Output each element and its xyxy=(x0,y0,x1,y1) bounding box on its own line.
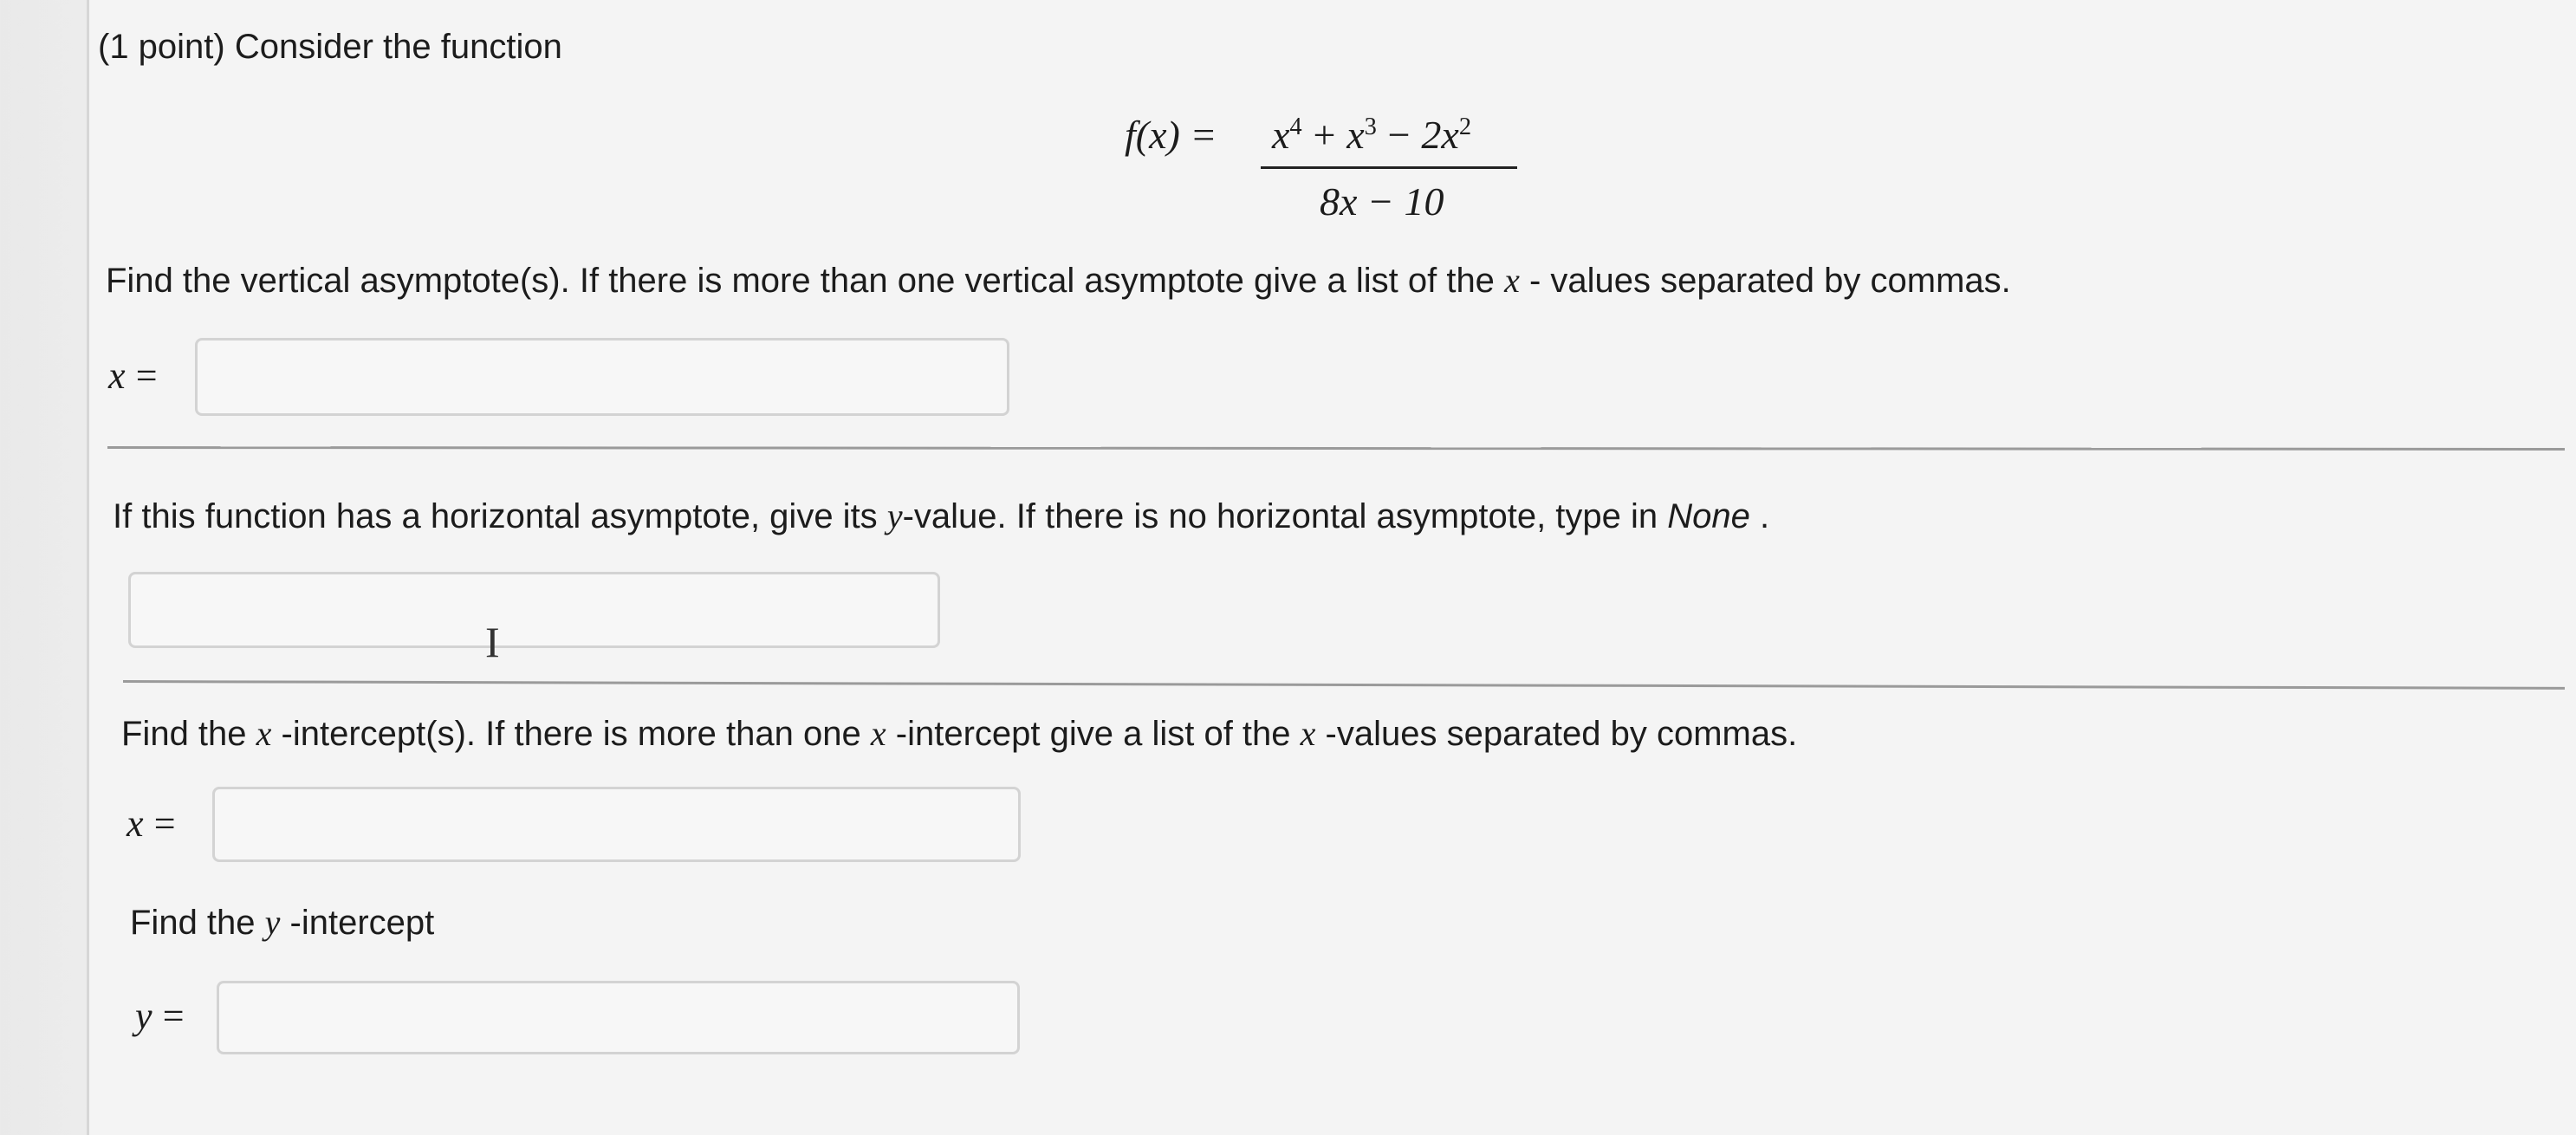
formula-lhs-text: f(x) = xyxy=(1125,113,1217,157)
q1-text-after: - values separated by commas. xyxy=(1528,262,2011,300)
q3-label-eq: = xyxy=(153,802,176,845)
q2-period: . xyxy=(1760,497,1770,535)
q3-var2: x xyxy=(870,714,886,753)
problem-panel xyxy=(87,0,2576,1135)
num-term2-exp: 3 xyxy=(1364,114,1377,141)
vertical-asymptote-input[interactable] xyxy=(195,338,1009,416)
q2-var: y xyxy=(886,496,903,535)
q4-text-2: -intercept xyxy=(289,904,435,942)
q4-var: y xyxy=(264,903,281,942)
q1-text-before: Find the vertical asymptote(s). If there is more than one vertical asymptote give a list of the xyxy=(106,262,1495,300)
num-term3-exp: 2 xyxy=(1458,114,1472,141)
q3-question xyxy=(121,713,1797,754)
q3-text-4: -values separated by commas. xyxy=(1325,715,1798,753)
q4-label-eq: = xyxy=(162,995,185,1037)
formula-lhs xyxy=(1125,111,1217,158)
q3-var3: x xyxy=(1300,714,1316,753)
q4-label-var: y xyxy=(135,995,152,1037)
q3-text-1: Find the xyxy=(121,715,247,753)
num-op2: − xyxy=(1387,113,1411,157)
q3-label-var: x xyxy=(127,802,144,845)
q4-answer-label xyxy=(135,994,185,1038)
q3-var1: x xyxy=(256,714,272,753)
fraction-bar xyxy=(1261,166,1517,169)
num-term1-exp: 4 xyxy=(1289,114,1302,141)
q1-label-var: x xyxy=(108,354,126,397)
formula-numerator xyxy=(1272,111,1471,158)
q2-question xyxy=(113,496,1769,536)
problem-header: (1 point) Consider the function xyxy=(98,28,562,66)
q4-text-1: Find the xyxy=(130,904,256,942)
q3-answer-label xyxy=(127,801,176,846)
q1-label-eq: = xyxy=(135,354,158,397)
horizontal-asymptote-input[interactable] xyxy=(128,572,940,648)
q3-text-3: -intercept give a list of the xyxy=(895,715,1291,753)
q2-none-word: None xyxy=(1667,497,1750,535)
num-term1: x xyxy=(1272,113,1290,157)
y-intercept-input[interactable] xyxy=(217,981,1020,1054)
q3-text-2: -intercept(s). If there is more than one xyxy=(281,715,861,753)
q4-question xyxy=(130,902,434,943)
q2-text-after: -value. If there is no horizontal asymptote, type in xyxy=(902,497,1658,535)
text-cursor-icon: I xyxy=(485,618,500,666)
num-op1: + xyxy=(1313,113,1336,157)
num-term2: x xyxy=(1346,113,1365,157)
formula-denominator xyxy=(1320,178,1444,224)
denominator-text: 8x − 10 xyxy=(1320,179,1444,224)
num-term3: 2x xyxy=(1421,113,1459,157)
q1-var: x xyxy=(1504,261,1520,300)
q2-text-before: If this function has a horizontal asymptote, give its xyxy=(113,497,878,535)
q1-question xyxy=(106,260,2011,301)
x-intercept-input[interactable] xyxy=(212,787,1021,862)
q1-answer-label xyxy=(108,353,158,398)
